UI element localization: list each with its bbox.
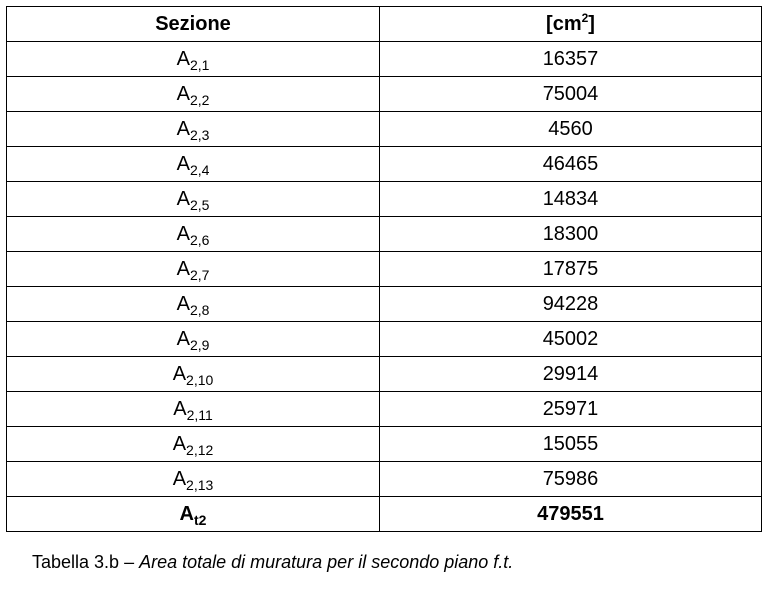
section-subscript: 2,2 — [189, 91, 210, 108]
section-subscript: 2,6 — [189, 231, 210, 248]
section-cell — [7, 112, 380, 147]
section-cell — [7, 357, 380, 392]
section-symbol: A — [173, 397, 187, 420]
area-value: 16357 — [380, 42, 762, 77]
section-subscript: 2,9 — [189, 336, 210, 353]
header-unit-post: ] — [588, 12, 595, 35]
table-row — [7, 42, 762, 77]
section-cell — [7, 392, 380, 427]
section-cell — [7, 42, 380, 77]
area-value: 75004 — [380, 77, 762, 112]
area-table — [6, 6, 762, 532]
section-cell — [7, 287, 380, 322]
section-cell — [7, 322, 380, 357]
header-unit-sup: 2 — [581, 10, 589, 25]
area-value: 29914 — [380, 357, 762, 392]
section-subscript: 2,5 — [189, 196, 210, 213]
caption-label: Tabella 3.b – — [32, 552, 140, 572]
section-symbol: A — [176, 152, 190, 175]
table-caption — [32, 552, 513, 573]
table-row — [7, 392, 762, 427]
total-section-cell — [7, 497, 380, 532]
section-symbol: A — [172, 467, 187, 490]
section-symbol: A — [176, 82, 190, 105]
section-cell — [7, 462, 380, 497]
table-row — [7, 77, 762, 112]
table-row — [7, 427, 762, 462]
section-cell — [7, 252, 380, 287]
area-value: 15055 — [380, 427, 762, 462]
table-row — [7, 147, 762, 182]
area-value: 18300 — [380, 217, 762, 252]
table-row — [7, 287, 762, 322]
area-value: 14834 — [380, 182, 762, 217]
section-symbol: A — [176, 117, 190, 140]
caption-text: Area totale di muratura per il secondo piano f.t. — [139, 552, 514, 572]
table-row — [7, 252, 762, 287]
area-value: 94228 — [380, 287, 762, 322]
total-value: 479551 — [380, 497, 762, 532]
area-value: 17875 — [380, 252, 762, 287]
section-subscript: 2,10 — [186, 371, 214, 388]
header-sezione: Sezione — [7, 7, 380, 42]
area-value: 46465 — [380, 147, 762, 182]
section-symbol: A — [176, 327, 190, 350]
table-row — [7, 217, 762, 252]
section-subscript: 2,1 — [189, 56, 210, 73]
section-cell — [7, 77, 380, 112]
section-subscript: 2,3 — [189, 126, 210, 143]
section-symbol: A — [176, 292, 190, 315]
section-subscript: 2,4 — [189, 161, 210, 178]
section-cell — [7, 217, 380, 252]
area-value: 75986 — [380, 462, 762, 497]
area-value: 45002 — [380, 322, 762, 357]
section-symbol: A — [176, 187, 190, 210]
section-symbol: A — [176, 47, 190, 70]
section-symbol: A — [176, 222, 190, 245]
total-row — [7, 497, 762, 532]
section-subscript: 2,8 — [189, 301, 210, 318]
section-cell — [7, 427, 380, 462]
header-unit-pre: [cm — [546, 12, 582, 35]
section-cell — [7, 182, 380, 217]
area-value: 4560 — [380, 112, 762, 147]
table-row — [7, 182, 762, 217]
section-subscript: 2,11 — [186, 406, 213, 423]
section-subscript: 2,7 — [189, 266, 210, 283]
section-subscript: 2,13 — [186, 476, 214, 493]
section-symbol: A — [172, 362, 187, 385]
total-subscript: t2 — [194, 511, 207, 528]
section-symbol: A — [172, 432, 187, 455]
total-symbol: A — [179, 502, 194, 525]
table-header-row — [7, 7, 762, 42]
table-row — [7, 462, 762, 497]
table-row — [7, 322, 762, 357]
section-symbol: A — [176, 257, 190, 280]
table-row — [7, 357, 762, 392]
table-row — [7, 112, 762, 147]
area-value: 25971 — [380, 392, 762, 427]
section-cell — [7, 147, 380, 182]
section-subscript: 2,12 — [186, 441, 214, 458]
header-unit — [380, 7, 762, 42]
